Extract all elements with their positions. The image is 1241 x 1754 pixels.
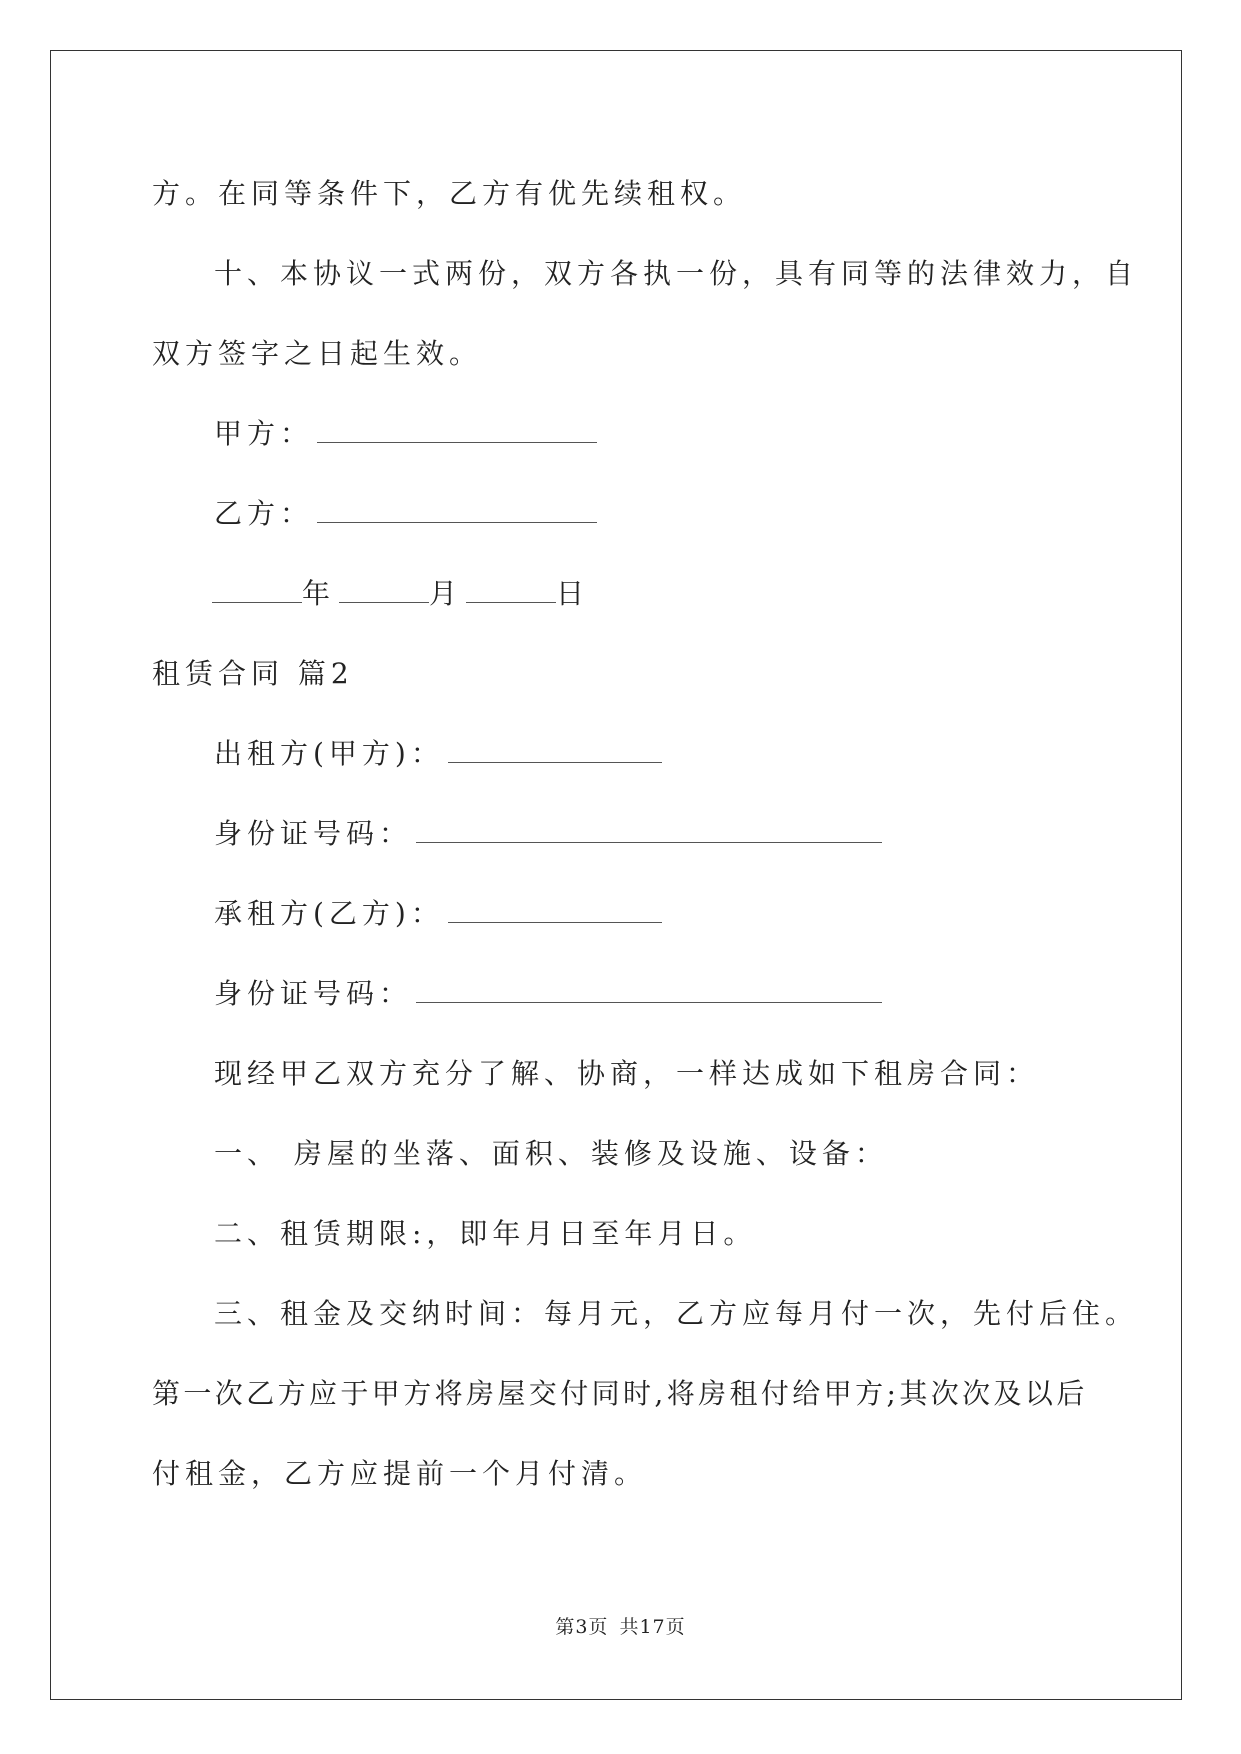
page-border <box>50 50 1182 1700</box>
lessor-blank[interactable] <box>448 738 662 763</box>
section-heading: 租赁合同 篇2 <box>152 657 354 690</box>
lessee-blank[interactable] <box>448 898 662 923</box>
clause-3-continued: 第一次乙方应于甲方将房屋交付同时,将房租付给甲方;其次次及以后 <box>152 1377 1088 1410</box>
text-line-1: 方。在同等条件下，乙方有优先续租权。 <box>152 177 747 210</box>
clause-3-end: 付租金，乙方应提前一个月付清。 <box>152 1457 648 1490</box>
party-b-blank[interactable] <box>317 498 597 523</box>
month-label: 月 <box>429 577 463 610</box>
party-a-label: 甲方： <box>214 417 314 450</box>
lessor-row <box>214 736 662 772</box>
year-label: 年 <box>302 577 336 610</box>
day-label: 日 <box>556 577 590 610</box>
lessee-id-label: 身份证号码： <box>214 977 413 1010</box>
month-blank[interactable] <box>339 578 429 603</box>
party-a-signature-row <box>214 416 597 452</box>
page-total: 共17页 <box>619 1616 686 1638</box>
date-row <box>212 576 589 612</box>
clause-1: 一、 房屋的坐落、面积、装修及设施、设备： <box>214 1137 888 1170</box>
text-line-agreement: 现经甲乙双方充分了解、协商，一样达成如下租房合同： <box>214 1057 1040 1090</box>
lessor-id-row <box>214 816 882 852</box>
lessor-id-label: 身份证号码： <box>214 817 413 850</box>
lessee-id-row <box>214 976 882 1012</box>
year-blank[interactable] <box>212 578 302 603</box>
lessor-id-blank[interactable] <box>416 818 882 843</box>
text-line-3: 双方签字之日起生效。 <box>152 337 483 370</box>
clause-2: 二、租赁期限:，即年月日至年月日。 <box>214 1217 757 1250</box>
page-number-footer <box>0 1612 1241 1639</box>
party-b-signature-row <box>214 496 597 532</box>
clause-3: 三、租金及交纳时间：每月元，乙方应每月付一次，先付后住。 <box>214 1297 1139 1330</box>
party-a-blank[interactable] <box>317 418 597 443</box>
text-line-2: 十、本协议一式两份，双方各执一份，具有同等的法律效力，自 <box>214 257 1139 290</box>
lessee-row <box>214 896 662 932</box>
lessor-label: 出租方(甲方)： <box>214 737 444 770</box>
day-blank[interactable] <box>466 578 556 603</box>
party-b-label: 乙方： <box>214 497 314 530</box>
lessee-label: 承租方(乙方)： <box>214 897 444 930</box>
lessee-id-blank[interactable] <box>416 978 882 1003</box>
page-number: 第3页 <box>555 1616 609 1638</box>
